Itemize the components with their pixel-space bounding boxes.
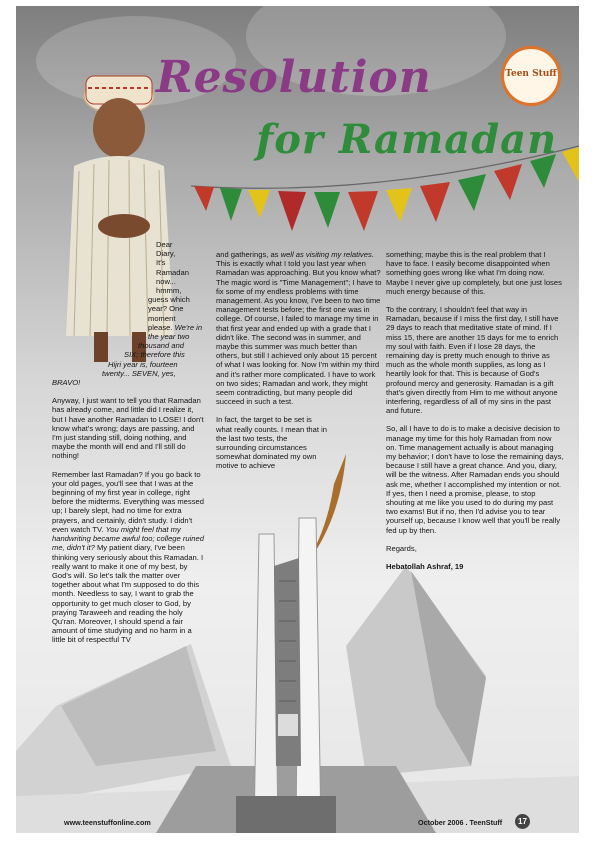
teenstuff-logo <box>501 46 561 106</box>
article-column-1 <box>52 240 204 654</box>
magazine-page <box>16 6 579 833</box>
bunting-flag <box>420 182 450 222</box>
bunting-flag <box>248 190 270 218</box>
paragraph <box>52 470 204 645</box>
paragraph-text: My patient diary, I've been thinking very seriously about this Ramadan. I really want to make it one of my best, by God's will. So let's talk the matter over together about what I'm supposed to do this month. Needless to say, I want to grab the opportunity to get much closer to God, by praying Taraweeh and reading the holy Qu'ran. Moreover, I should spend a fair amount of time studying and no harm in a little bit of respectful TV <box>52 543 204 645</box>
footer-issue: October 2006 . TeenStuff <box>418 818 503 827</box>
intro-line: year? One <box>148 304 184 314</box>
intro-line: Hijri year is, fourteen <box>108 359 178 369</box>
intro-line: thousand and <box>138 341 185 351</box>
footer-url: www.teenstuffonline.com <box>64 818 151 827</box>
bunting-flag <box>562 147 579 182</box>
bunting-flag <box>494 164 522 200</box>
page-number: 17 <box>515 814 530 829</box>
paragraph: So, all I have to do is to make a decisive decision to manage my time for this holy Ramadan from now on. Time management actually is about managing my behavior; I don't have to lose the remaining days, because I still have a great chance. And you, diary, will be the witness. After Ramadan ends you should ask me, whether I accomplished my intention or not. If yes, then I need a promise, please, to stop shouting at me like you used to do during my past two exams! But if no, then I'd advise you to tear yourself up, because I know well that you'll be really fed up by then. <box>386 424 564 535</box>
please-italic: We're in <box>174 322 203 332</box>
author-signature: Hebatollah Ashraf, 19 <box>386 562 464 572</box>
paragraph-italic: well as visiting my relatives <box>280 250 372 259</box>
paragraph-italic: You might feel that my handwriting became awful too; college ruined me, didn't it? <box>52 524 204 553</box>
paragraph-text: Remember last Ramadan? If you go back to your old pages, you'll see that I was at the beginning of my first year in college, right before the midterms. Everything was messed up; I barely slept, had no time for extra prayers, and certainly, didn't study. I didn't even watch TV. <box>52 469 204 534</box>
paragraph: In fact, the target to be set is what really counts. I mean that in the last two tests, the surrounding circumstances somewhat dominated my own motive to achieve <box>216 415 328 471</box>
intro-line: It's <box>156 258 166 268</box>
bunting-flag <box>458 174 486 211</box>
please-text: please. <box>148 322 175 332</box>
intro-line: guess which <box>148 295 190 305</box>
logo-text: Teen Stuff <box>505 69 557 79</box>
bunting-flag <box>220 188 242 221</box>
intro-line: twenty... SEVEN, yes, <box>102 368 176 378</box>
paragraph: To the contrary, I shouldn't feel that way in Ramadan, because if I miss the first day, I still have 29 days to reach that meditative state of mind. If I miss 15, there are another 15 days for me to enrich my soul with faith. Even if I lose 28 days, the remaining day is pretty much enough to thrive as much as the whole month supplies, as long as I heartily look for that. This is because of God's profound mercy and generosity. Ramadan is a gift that's given directly from Him to me without anyone interfering, regardless of all of my sins in the past and future. <box>386 305 559 416</box>
article-column-2 <box>216 250 382 480</box>
paragraph-text: . This is exactly what I told you last year when Ramadan was approaching. But you know what? The magic word is "Time Management"; I have to fix some of my endless problems with time management. As you know, I've been to two time management tests before; the first one was in college. Of course, I failed to manage my time in that first year and ended up with a grade that I didn't like. The second was in summer, and maybe this summer was much better than others, but still I achieved only about 15 percent of what I was looking for. Now I'm within my third and it's rather more complicated. I have to work on two sides; Ramadan and work, they might seem contradicting, but many people did succeed in such a test. <box>216 250 382 407</box>
intro-line: Ramadan <box>156 267 189 277</box>
bunting-flag <box>278 191 306 231</box>
article-title-line1: Resolution <box>156 52 432 103</box>
paragraph: something; maybe this is the real problem that I have to face. I easily become disappointed when something goes wrong like what I'm doing now. Maybe I never give up completely, but one just loses much energy because of this. <box>386 250 562 296</box>
intro-line: BRAVO! <box>52 378 81 388</box>
bunting-flag <box>348 191 378 231</box>
article-column-3 <box>386 250 564 580</box>
paragraph-text: and gatherings, as <box>216 250 281 259</box>
bunting-flag <box>386 188 412 222</box>
paragraph: Anyway, I just want to tell you that Ramadan has already come, and little did I realize it, but I have another Ramadan to LOSE! I don't know what's wrong; days are passing, and I'm just standing still, doing nothing, and maybe the month will end and I'll still do nothing! <box>52 396 204 461</box>
intro-line: moment <box>148 313 176 323</box>
intro-line: the year two <box>148 332 190 342</box>
bunting-flag <box>314 192 340 228</box>
sign-off: Regards, <box>386 543 417 553</box>
intro-line: SIX; therefore this <box>124 350 185 360</box>
intro-line: hmmm, <box>156 286 182 296</box>
paragraph <box>216 250 382 406</box>
intro-line: Diary, <box>156 249 176 259</box>
article-title-line2: for Ramadan <box>256 116 558 163</box>
intro-line <box>52 323 204 332</box>
intro-line: now... <box>156 276 176 286</box>
intro-line: Dear <box>156 240 173 249</box>
